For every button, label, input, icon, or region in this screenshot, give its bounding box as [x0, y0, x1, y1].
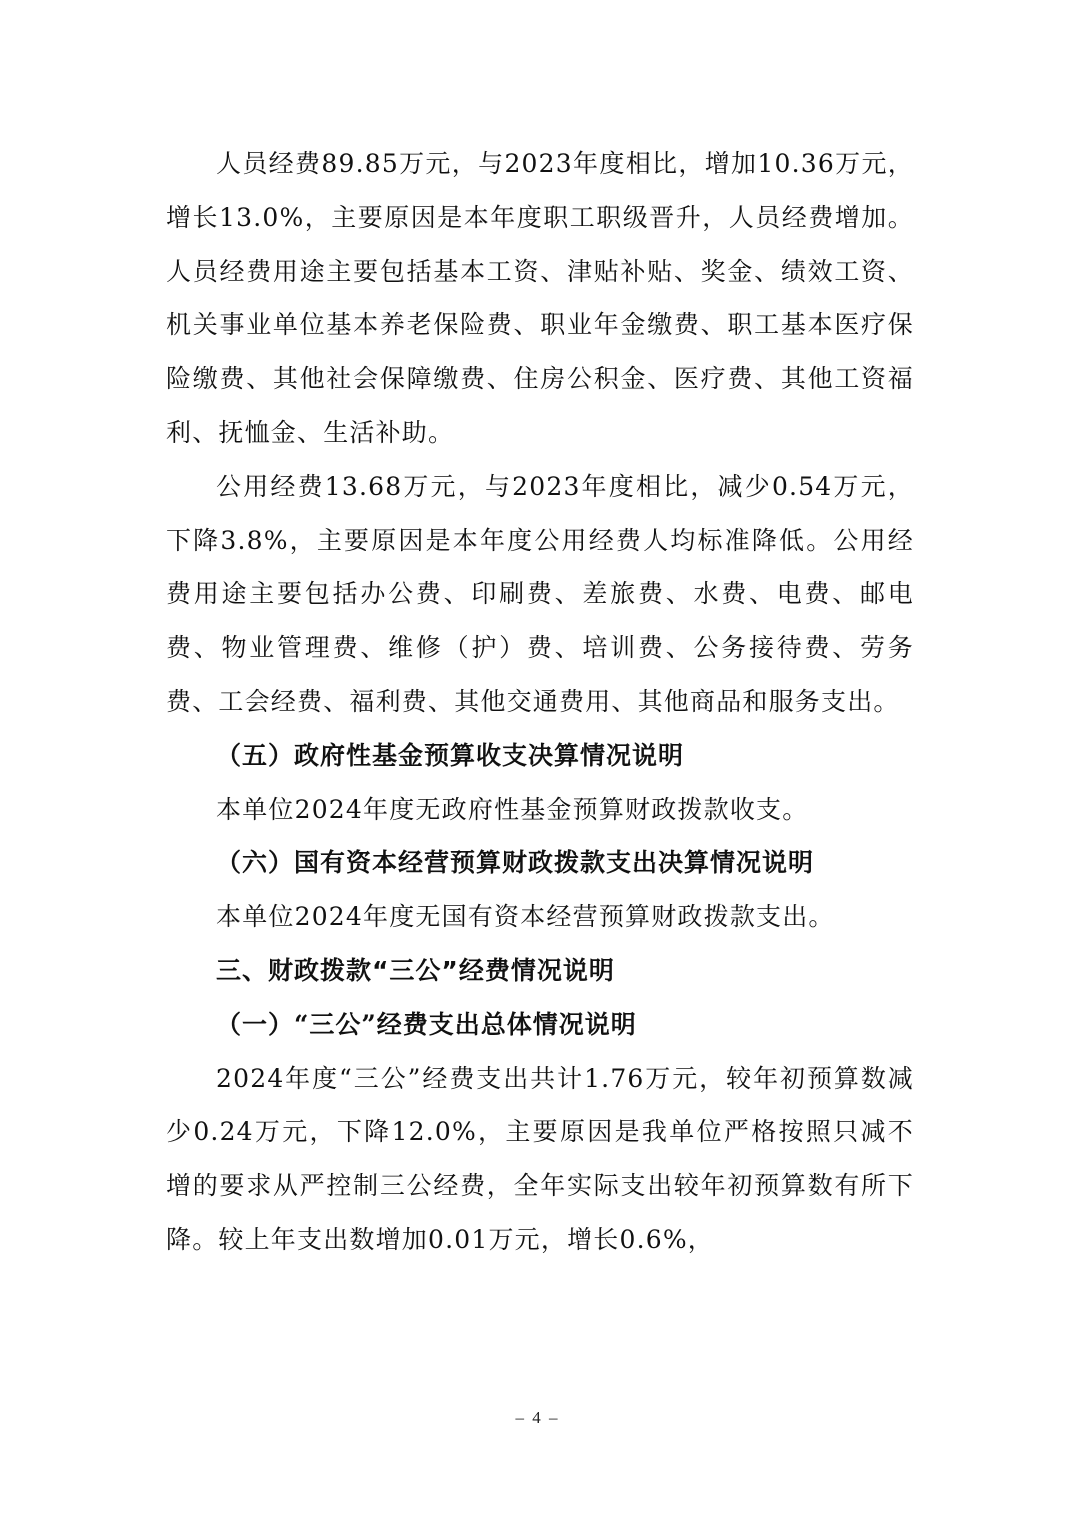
- section-heading-three-public: 三、财政拨款“三公”经费情况说明: [216, 955, 615, 985]
- paragraph-three-public: 2024年度“三公”经费支出共计1.76万元，较年初预算数减少0.24万元，下降12.0%，主要原因是我单位严格按照只减不增的要求从严控制三公经费，全年实际支出较年初预算数有所下降。较上年支出数增加0.01万元，增长0.6%，: [166, 1063, 914, 1254]
- paragraph-public-expense: 公用经费13.68万元，与2023年度相比，减少0.54万元，下降3.8%，主要原因是本年度公用经费人均标准降低。公用经费用途主要包括办公费、印刷费、差旅费、水费、电费、邮电费、物业管理费、维修（护）费、培训费、公务接待费、劳务费、工会经费、福利费、其他交通费用、其他商品和服务支出。: [166, 471, 914, 716]
- paragraph-personnel-expense: 人员经费89.85万元，与2023年度相比，增加10.36万元，增长13.0%，主要原因是本年度职工职级晋升，人员经费增加。人员经费用途主要包括基本工资、津贴补贴、奖金、绩效工资、机关事业单位基本养老保险费、职业年金缴费、职工基本医疗保险缴费、其他社会保障缴费、住房公积金、医疗费、其他工资福利、抚恤金、生活补助。: [166, 149, 914, 447]
- section-heading-state-capital: （六）国有资本经营预算财政拨款支出决算情况说明: [216, 848, 815, 878]
- section-heading-gov-fund: （五）政府性基金预算收支决算情况说明: [216, 740, 685, 770]
- page-number: – 4 –: [515, 1408, 560, 1427]
- paragraph-state-capital: 本单位2024年度无国有资本经营预算财政拨款支出。: [216, 902, 835, 932]
- document-body: [166, 137, 914, 1267]
- subsection-heading-three-public-overall: （一）“三公”经费支出总体情况说明: [216, 1009, 637, 1039]
- paragraph-gov-fund: 本单位2024年度无政府性基金预算财政拨款收支。: [216, 794, 809, 824]
